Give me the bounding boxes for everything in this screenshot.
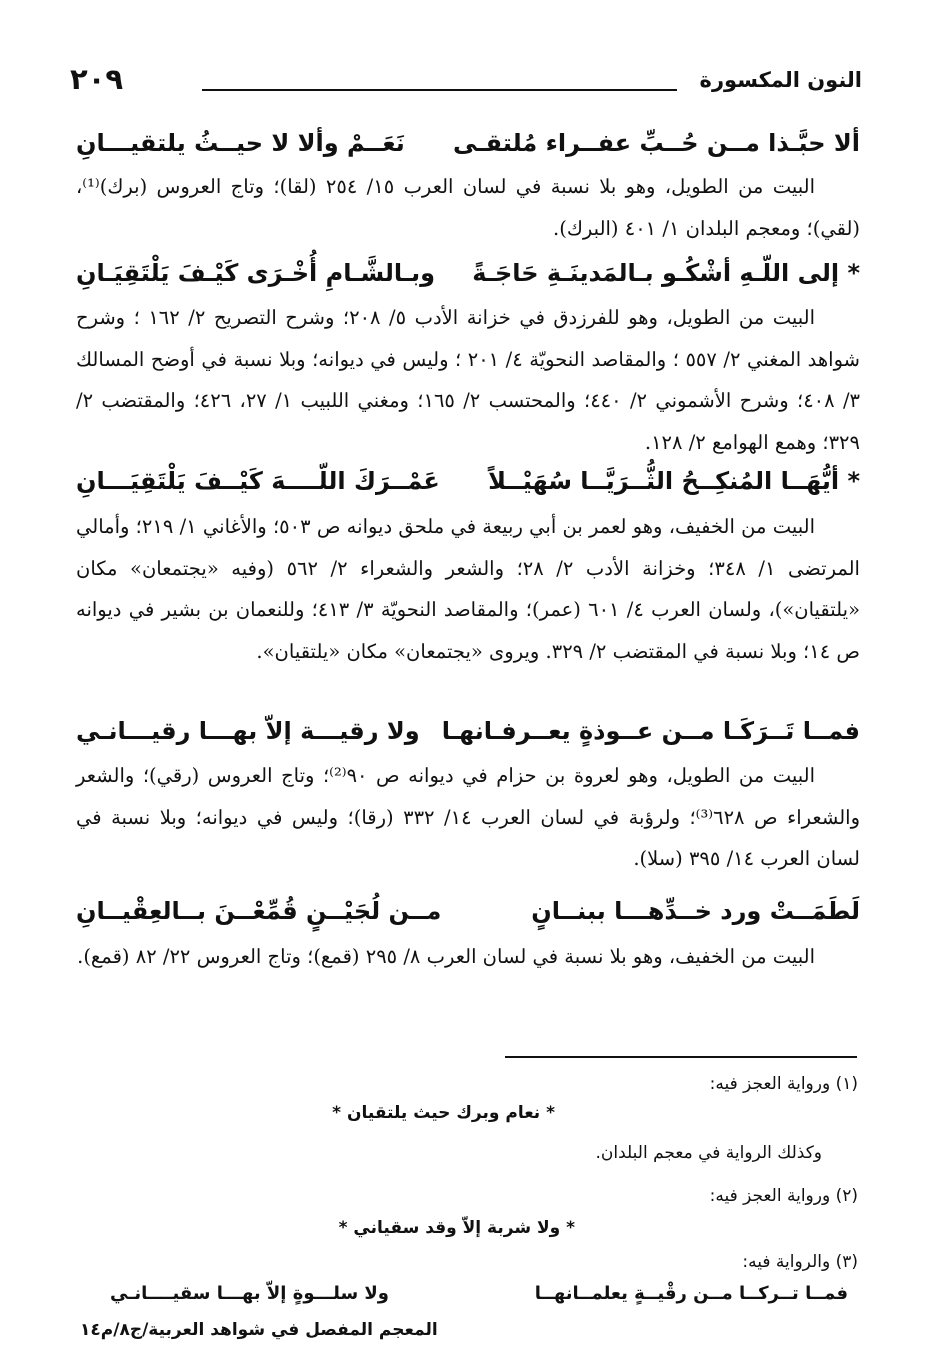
footnote-3-second-hemistich: ولا سلـــوةٍ إلاّ بهـــا سقيــــانـي bbox=[110, 1283, 389, 1304]
verse-line bbox=[76, 250, 860, 296]
verse-first-hemistich: ألا حبَّـذا مــن حُــبِّ عفــراء مُلتقـى bbox=[453, 129, 860, 157]
footnote-1-extra: وكذلك الرواية في معجم البلدان. bbox=[595, 1143, 822, 1163]
commentary-paragraph bbox=[76, 506, 860, 672]
commentary-paragraph bbox=[76, 755, 860, 880]
verse-line bbox=[76, 458, 860, 504]
verse-line bbox=[76, 120, 860, 166]
verse-line bbox=[76, 708, 860, 754]
footnote-separator bbox=[505, 1056, 857, 1058]
commentary-text: البيت من الطويل، وهو بلا نسبة في لسان العرب ١٥/ ٢٥٤ (لقا)؛ وتاج العروس (برك)⁽¹⁾، (لقي)؛ ومعجم البلدان ١/ ٤٠١ (البرك). bbox=[76, 175, 860, 240]
footnote-3-label: (٣) والرواية فيه: bbox=[742, 1252, 858, 1272]
verse-line bbox=[76, 888, 860, 934]
verse-second-hemistich: عَمْــرَكَ اللّــــهَ كَيْــفَ يَلْتَقِيَـــانِ bbox=[76, 467, 440, 495]
running-header bbox=[70, 62, 862, 106]
verse-second-hemistich: مــن لُجَيْــنٍ قُمِّعْــنَ بــالعِقْيــانِ bbox=[76, 897, 442, 925]
verse-second-hemistich: وبـالشَّـامِ أُخْـرَى كَيْـفَ يَلْتَقِيَـانِ bbox=[76, 259, 436, 287]
commentary-text: البيت من الخفيف، وهو لعمر بن أبي ربيعة في ملحق ديوانه ص ٥٠٣؛ والأغاني ١/ ٢١٩؛ وأمالي المرتضى ١/ ٣٤٨؛ وخزانة الأدب ٢/ ٢٨؛ والشعر والشعراء ٢/ ٥٦٢ (وفيه «يجتمعان» مكان «يلتقيان»)، ولسان العرب ٤/ ٦٠١ (عمر)؛ والمقاصد النحويّة ٣/ ٤١٣؛ وللنعمان بن بشير في ديوانه ص ١٤؛ وبلا نسبة في المقتضب ٢/ ٣٢٩. ويروى «يجتمعان» مكان «يلتقيان». bbox=[76, 515, 860, 663]
header-rule bbox=[202, 89, 677, 91]
verse-first-hemistich: * إلى اللّـهِ أشْكُـو بـالمَدينَـةِ حَاجَـةً bbox=[472, 259, 860, 287]
page-number: ٢٠٩ bbox=[70, 62, 124, 96]
commentary-text: البيت من الخفيف، وهو بلا نسبة في لسان العرب ٨/ ٢٩٥ (قمع)؛ وتاج العروس ٢٢/ ٨٢ (قمع). bbox=[77, 945, 815, 968]
footnote-1-quote: * نعام وبرك حيث يلتقيان * bbox=[332, 1103, 555, 1123]
footnote-2-label: (٢) ورواية العجز فيه: bbox=[709, 1186, 858, 1206]
commentary-paragraph bbox=[76, 166, 860, 249]
footnote-3-first-hemistich: فمــا تــركــا مــن رقْيــةٍ يعلمــانهــا bbox=[534, 1283, 848, 1304]
chapter-title: النون المكسورة bbox=[699, 68, 862, 92]
footnote-2-quote: * ولا شربة إلاّ وقد سقياني * bbox=[338, 1218, 575, 1238]
footnote-3-verse bbox=[110, 1283, 848, 1304]
commentary-text: البيت من الطويل، وهو لعروة بن حزام في ديوانه ص ٩٠⁽²⁾؛ وتاج العروس (رقي)؛ والشعر والشعراء ص ٦٢٨⁽³⁾؛ ولرؤبة في لسان العرب ١٤/ ٣٣٢ (رقا)؛ وليس في ديوانه؛ وبلا نسبة في لسان العرب ١٤/ ٣٩٥ (سلا). bbox=[76, 764, 860, 870]
commentary-text: البيت من الطويل، وهو للفرزدق في خزانة الأدب ٥/ ٢٠٨؛ وشرح التصريح ٢/ ١٦٢ ؛ وشرح شواهد المغني ٢/ ٥٥٧ ؛ والمقاصد النحويّة ٤/ ٢٠١ ؛ وليس في ديوانه؛ وبلا نسبة في أوضح المسالك ٣/ ٤٠٨؛ وشرح الأشموني ٢/ ٤٤٠؛ والمحتسب ٢/ ١٦٥؛ ومغني اللبيب ١/ ٢٧، ٤٢٦؛ والمقتضب ٢/ ٣٢٩؛ وهمع الهوامع ٢/ ١٢٨. bbox=[76, 306, 861, 454]
verse-second-hemistich: ولا رقيـــة إلاّ بهـــا رقيـــانـي bbox=[76, 717, 420, 745]
verse-first-hemistich: فمــا تَــرَكَـا مــن عــوذةٍ يعــرفـانهـا bbox=[441, 717, 860, 745]
commentary-paragraph bbox=[76, 297, 860, 463]
verse-first-hemistich: * أيُّهَــا المُنكِــحُ الثُّــرَيَّــا سُهَيْــلاً bbox=[488, 467, 860, 495]
verse-first-hemistich: لَطَمَــتْ ورد خــدِّهـــا ببنــانٍ bbox=[531, 897, 860, 925]
commentary-paragraph bbox=[76, 936, 860, 978]
footnote-1-label: (١) ورواية العجز فيه: bbox=[709, 1074, 858, 1094]
verse-second-hemistich: نَعَــمْ وألا لا حيــثُ يلتقيـــانِ bbox=[76, 129, 405, 157]
book-footer: المعجم المفصل في شواهد العربية/ج٨/م١٤ bbox=[80, 1320, 438, 1340]
